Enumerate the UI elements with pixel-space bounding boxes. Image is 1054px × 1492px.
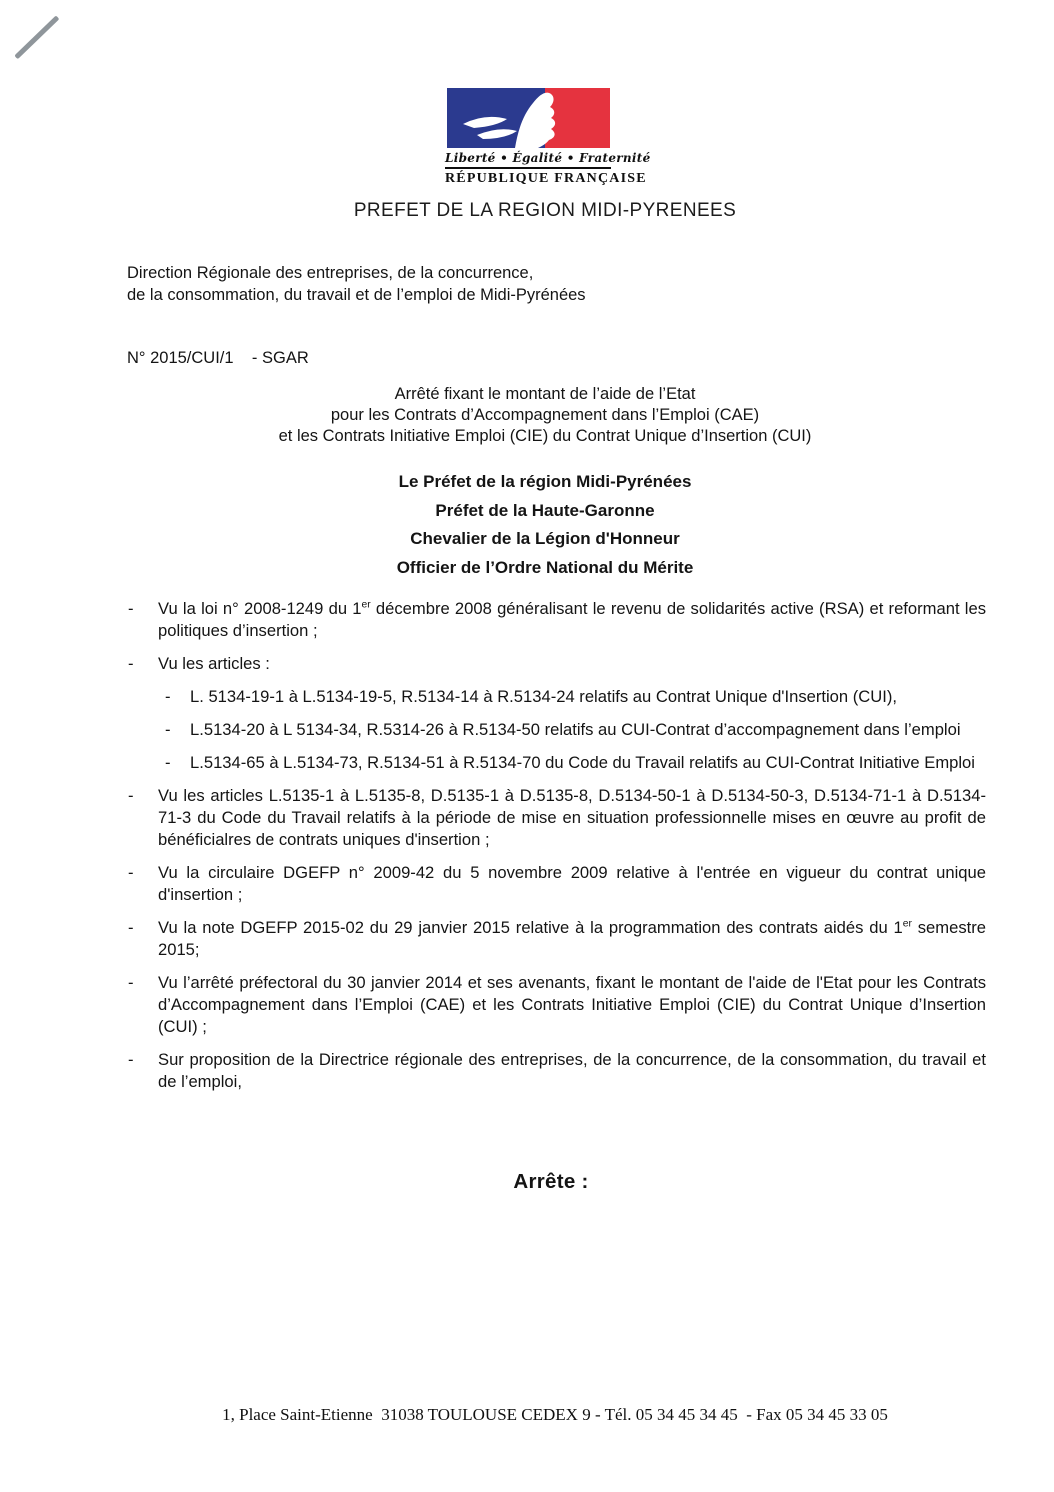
- footer-address: 1, Place Saint-Etienne 31038 TOULOUSE CEDEX 9 - Tél. 05 34 45 34 45 - Fax 05 34 45 33 05: [222, 1405, 888, 1424]
- recital-subitem: [165, 686, 986, 708]
- issuing-direction: [127, 262, 586, 306]
- arrete-heading: Arrête :: [513, 1170, 589, 1193]
- document-title: [18, 384, 1054, 447]
- recital-item: [128, 972, 986, 1038]
- document-reference: N° 2015/CUI/1 - SGAR: [127, 349, 309, 367]
- recital-item: [128, 598, 986, 642]
- recitals-list: [128, 598, 986, 1104]
- prefecture-title: PREFET DE LA REGION MIDI-PYRENEES: [353, 200, 737, 221]
- recital-text: Vu les articles :: [158, 654, 270, 673]
- recital-item: [128, 917, 986, 961]
- logo-divider: [445, 167, 611, 169]
- bullet-dash: -: [128, 654, 134, 673]
- recital-text: Vu la loi n° 2008-1249 du 1er décembre 2008 généralisant le revenu de solidarités active (RSA) et reformant les politiques d’insertion ;: [158, 599, 986, 640]
- title-line-2: pour les Contrats d’Accompagnement dans l’Emploi (CAE): [330, 406, 760, 424]
- bullet-dash: -: [128, 1050, 134, 1069]
- recital-text: Vu la circulaire DGEFP n° 2009-42 du 5 novembre 2009 relative à l'entrée en vigueur du contrat unique d'insertion ;: [158, 863, 986, 904]
- direction-line-2: de la consommation, du travail et de l’emploi de Midi-Pyrénées: [127, 286, 586, 304]
- bullet-dash: -: [128, 863, 134, 882]
- recital-item: [128, 785, 986, 851]
- recital-text: L.5134-65 à L.5134-73, R.5134-51 à R.5134-70 du Code du Travail relatifs au CUI-Contrat Initiative Emploi: [190, 753, 975, 772]
- authority-line-1: Le Préfet de la région Midi-Pyrénées: [398, 472, 692, 491]
- pen-stroke-mark: [14, 15, 59, 59]
- recital-text: Sur proposition de la Directrice régionale des entreprises, de la concurrence, de la consommation, du travail et de l’emploi,: [158, 1050, 986, 1091]
- title-line-3: et les Contrats Initiative Emploi (CIE) du Contrat Unique d’Insertion (CUI): [278, 427, 812, 445]
- recital-subitem: [165, 752, 986, 774]
- bullet-dash: -: [165, 753, 171, 772]
- recital-text: Vu l’arrêté préfectoral du 30 janvier 2014 et ses avenants, fixant le montant de l'aide de l'Etat pour les Contrats d’Accompagnement dans l’Emploi (CAE) et les Contrats Initiative Emploi (CIE) du Contrat Unique d’Insertion (CUI) ;: [158, 973, 986, 1036]
- republique-francaise-logo: [445, 88, 651, 187]
- bullet-dash: -: [165, 720, 171, 739]
- recital-text: Vu la note DGEFP 2015-02 du 29 janvier 2015 relative à la programmation des contrats aidés du 1er semestre 2015;: [158, 918, 986, 959]
- authority-line-2: Préfet de la Haute-Garonne: [435, 500, 655, 520]
- direction-line-1: Direction Régionale des entreprises, de la concurrence,: [127, 264, 534, 282]
- recital-item: [128, 1049, 986, 1093]
- logo-republic-label: RÉPUBLIQUE FRANÇAISE: [445, 171, 647, 186]
- recital-item: [128, 862, 986, 906]
- recital-subitem: [165, 719, 986, 741]
- authority-line-4: Officier de l’Ordre National du Mérite: [396, 557, 694, 577]
- marianne-flag-icon: [447, 88, 610, 148]
- bullet-dash: -: [128, 599, 134, 618]
- recital-item: [128, 653, 986, 675]
- recital-text: Vu les articles L.5135-1 à L.5135-8, D.5135-1 à D.5135-8, D.5134-50-1 à D.5134-50-3, D.5134-71-1 à D.5134-71-3 du Code du Travail relatifs à la période de mise en situation professionnelle mises en œuvre au profit de bénéficialres de contrats uniques d'insertion ;: [158, 786, 986, 849]
- recital-text: L. 5134-19-1 à L.5134-19-5, R.5134-14 à R.5134-24 relatifs au Contrat Unique d'Insertion (CUI),: [190, 687, 897, 706]
- bullet-dash: -: [165, 687, 171, 706]
- recital-text: L.5134-20 à L 5134-34, R.5314-26 à R.5134-50 relatifs au CUI-Contrat d’accompagnement dans l’emploi: [190, 720, 961, 739]
- title-line-1: Arrêté fixant le montant de l’aide de l’Etat: [394, 385, 696, 403]
- authority-titles: [18, 468, 1054, 582]
- bullet-dash: -: [128, 786, 134, 805]
- logo-motto: Liberté • Égalité • Fraternité: [445, 151, 651, 165]
- bullet-dash: -: [128, 918, 134, 937]
- bullet-dash: -: [128, 973, 134, 992]
- authority-line-3: Chevalier de la Légion d'Honneur: [410, 529, 680, 548]
